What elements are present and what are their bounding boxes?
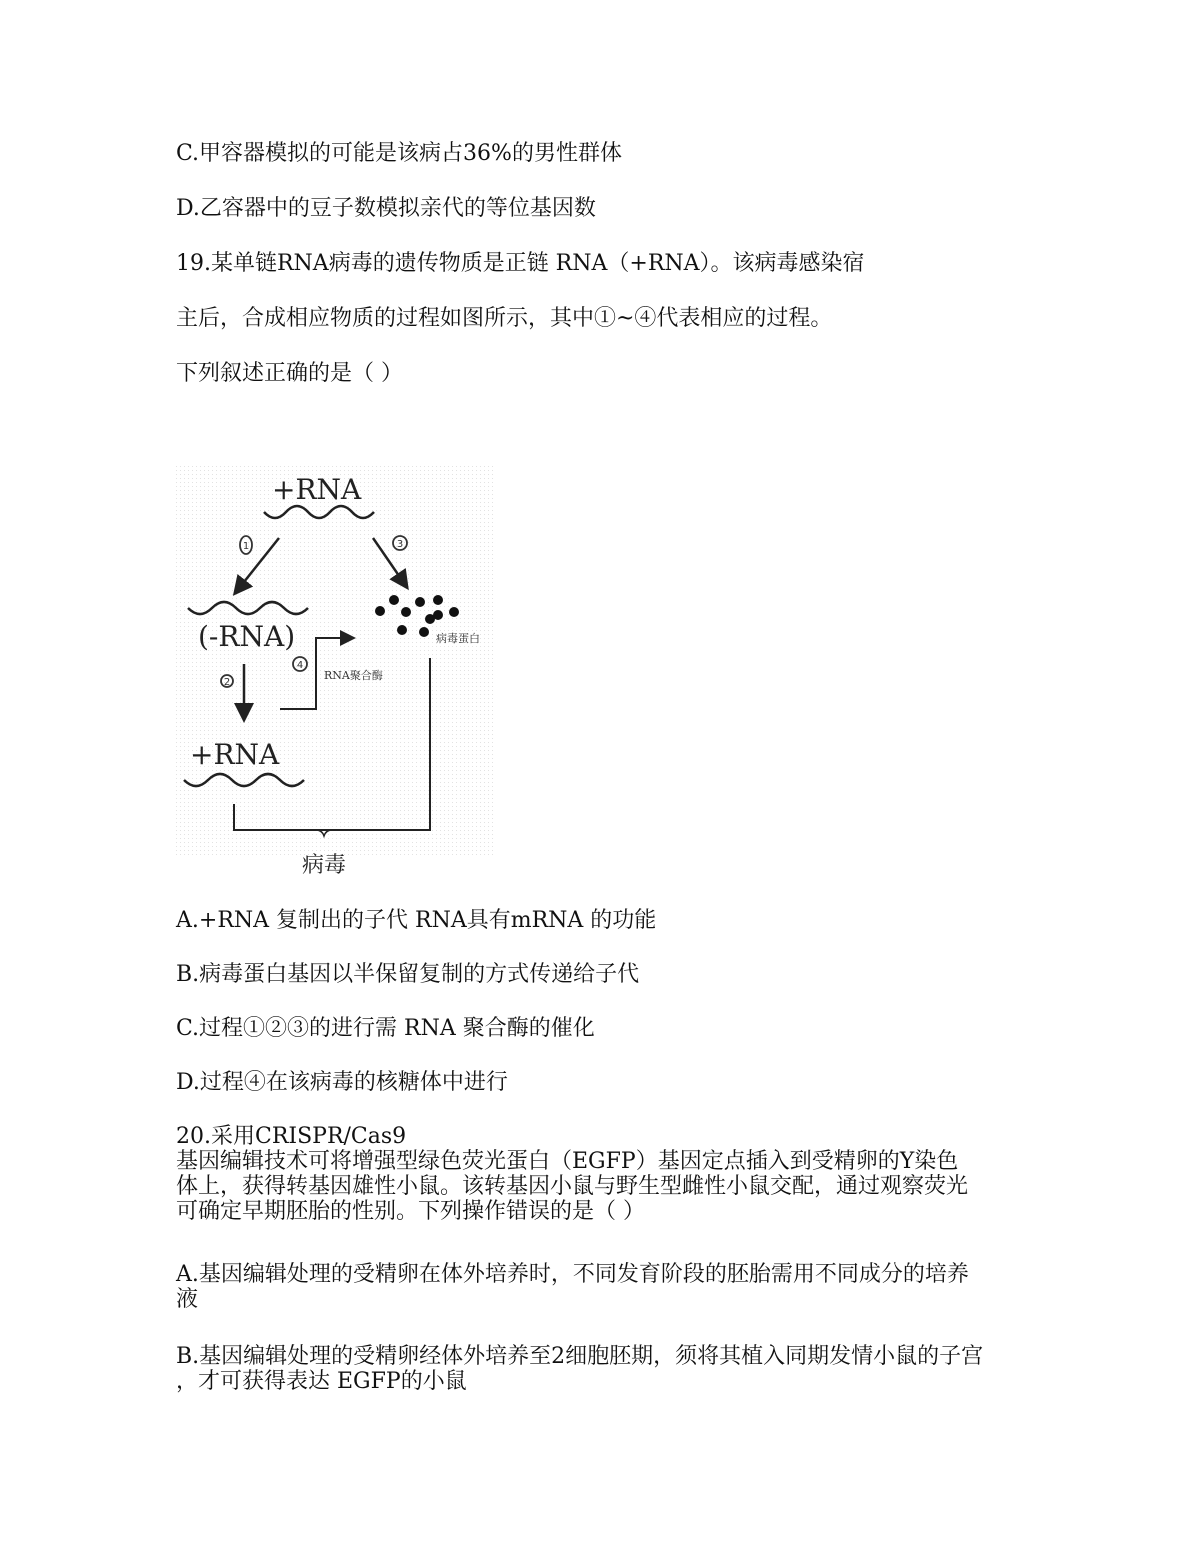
bottom-rna-label: +RNA xyxy=(190,738,280,771)
diagram-canvas xyxy=(176,466,496,886)
q20-stem-line: 基因编辑技术可将增强型绿色荧光蛋白（EGFP）基因定点插入到受精卵的Y染色 xyxy=(176,1149,959,1174)
q20-option-b-line: ，才可获得表达 EGFP的小鼠 xyxy=(176,1369,467,1394)
virus-label: 病毒 xyxy=(301,853,347,878)
svg-text:4: 4 xyxy=(296,660,304,671)
q19-option-c: C.过程①②③的进行需 RNA 聚合酶的催化 xyxy=(176,1016,595,1041)
q19-option-a: A.+RNA 复制出的子代 RNA具有mRNA 的功能 xyxy=(176,908,657,933)
top-rna-label: +RNA xyxy=(272,473,362,506)
q20-stem-line: 20.采用CRISPR/Cas9 xyxy=(176,1124,407,1149)
q20-option-a xyxy=(176,1262,1036,1312)
q20-stem-line: 可确定早期胚胎的性别。下列操作错误的是（ ） xyxy=(176,1199,645,1224)
svg-text:1: 1 xyxy=(242,541,250,552)
q19-stem-line-2: 主后，合成相应物质的过程如图所示，其中①~④代表相应的过程。 xyxy=(176,306,833,331)
rna-virus-diagram xyxy=(176,466,496,886)
q20-option-b xyxy=(176,1344,1036,1394)
svg-text:3: 3 xyxy=(396,539,404,550)
q19-stem-line-3: 下列叙述正确的是（ ） xyxy=(176,361,403,386)
svg-text:2: 2 xyxy=(223,677,231,688)
q18-option-c: C.甲容器模拟的可能是该病占36%的男性群体 xyxy=(176,141,622,166)
q20-option-a-line: A.基因编辑处理的受精卵在体外培养时，不同发育阶段的胚胎需用不同成分的培养 xyxy=(176,1262,969,1287)
q20-stem-line: 体上，获得转基因雄性小鼠。该转基因小鼠与野生型雌性小鼠交配，通过观察荧光 xyxy=(176,1174,969,1199)
q19-option-b: B.病毒蛋白基因以半保留复制的方式传递给子代 xyxy=(176,962,640,987)
q20-option-b-line: B.基因编辑处理的受精卵经体外培养至2细胞胚期，须将其植入同期发情小鼠的子宫 xyxy=(176,1344,984,1369)
q19-stem-line-1: 19.某单链RNA病毒的遗传物质是正链 RNA（+RNA）。该病毒感染宿 xyxy=(176,251,865,276)
virus-protein-label: 病毒蛋白 xyxy=(436,632,480,645)
q19-option-d: D.过程④在该病毒的核糖体中进行 xyxy=(176,1070,508,1095)
negative-rna-label: (-RNA) xyxy=(198,620,296,653)
q18-option-d: D.乙容器中的豆子数模拟亲代的等位基因数 xyxy=(176,196,596,221)
q20-stem xyxy=(176,1124,1036,1224)
rna-polymerase-label: RNA聚合酶 xyxy=(324,669,383,682)
diagram-background xyxy=(176,466,494,856)
q20-option-a-line: 液 xyxy=(176,1287,199,1312)
